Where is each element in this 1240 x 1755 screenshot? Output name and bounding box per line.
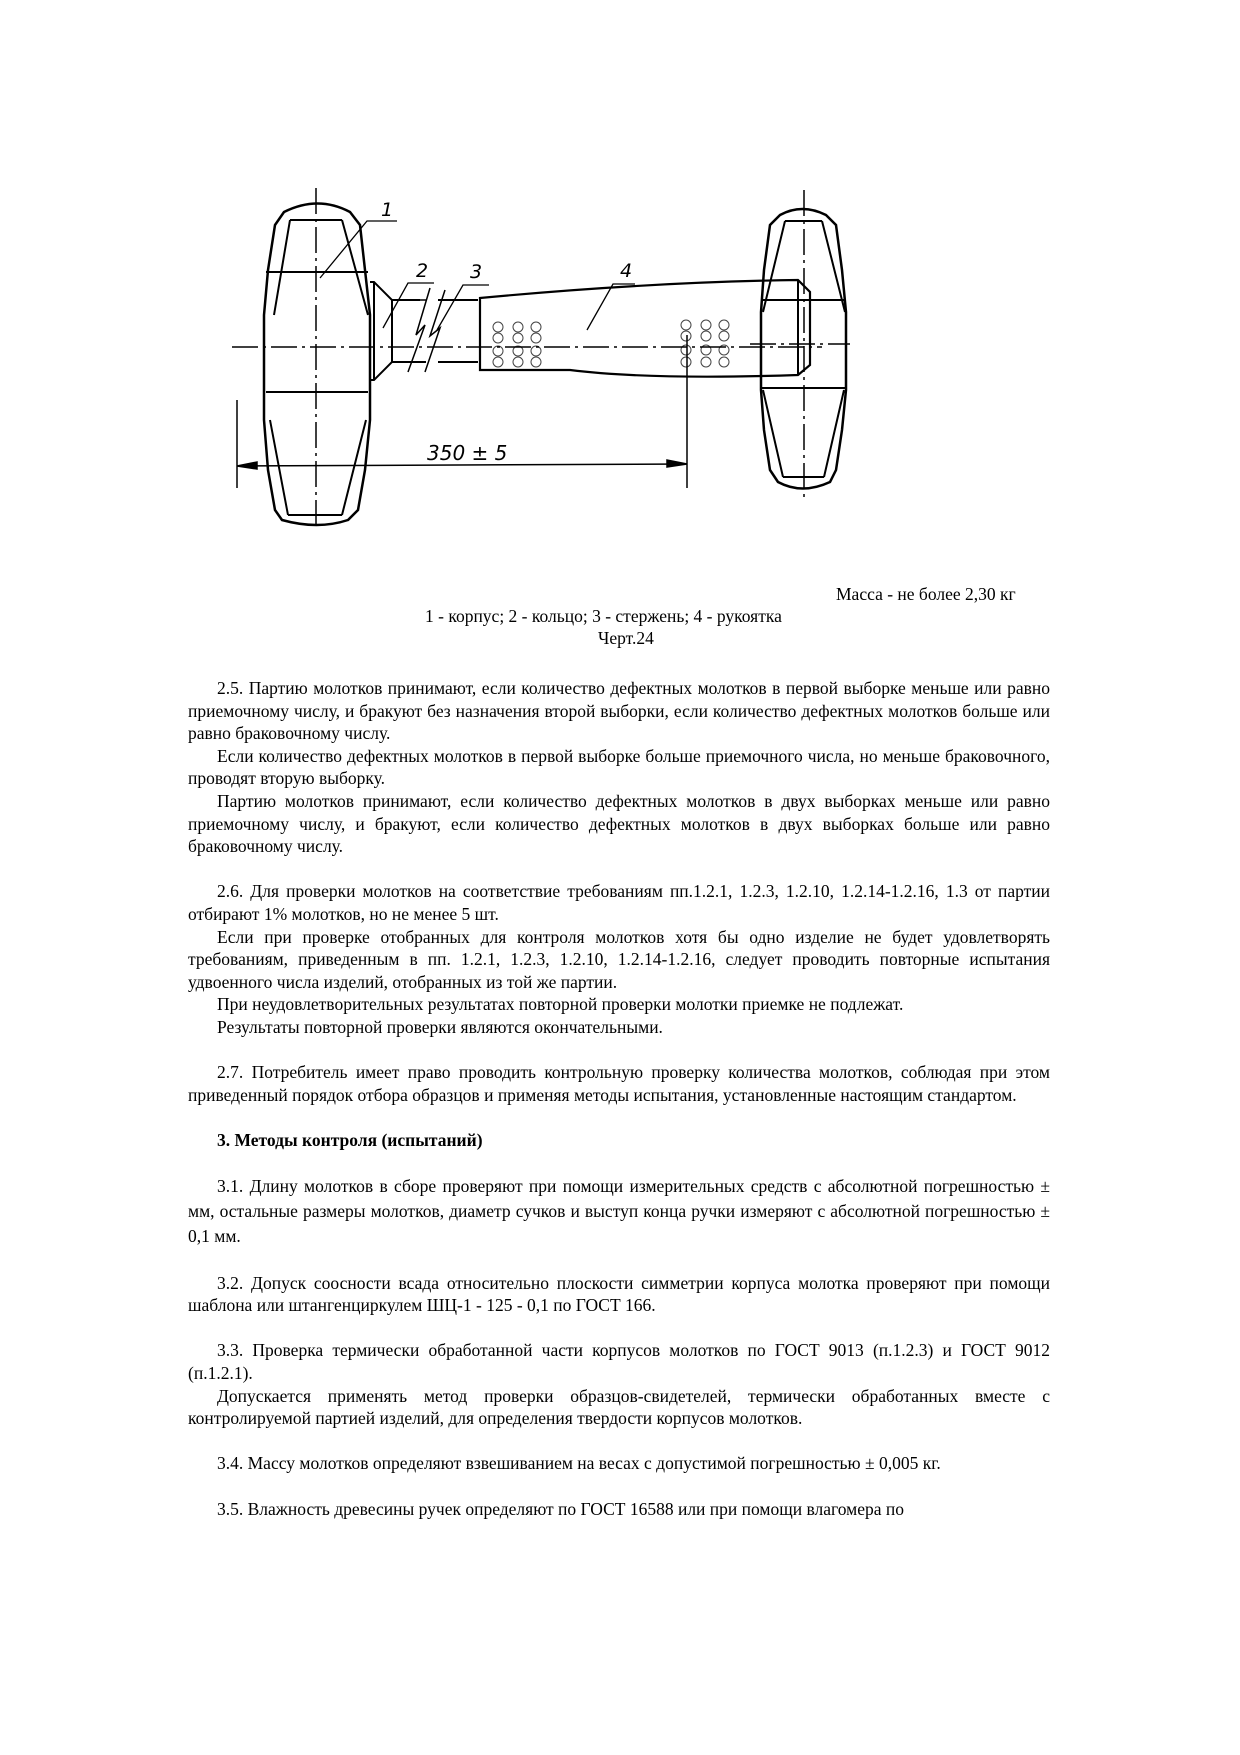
- section-3-4: [188, 1452, 1050, 1475]
- figure-legend: 1 - корпус; 2 - кольцо; 3 - стержень; 4 - рукоятка: [425, 606, 782, 626]
- callout-1: 1: [381, 199, 394, 221]
- paragraph: Партию молотков принимают, если количество дефектных молотков в двух выборках меньше или равно приемочному числу, и бракуют, если количество дефектных молотков в двух выборках больше или равно браковочному числу.: [188, 790, 1050, 857]
- figure-label: Черт.24: [598, 628, 654, 648]
- paragraph: 3.3. Проверка термически обработанной части корпусов молотков по ГОСТ 9013 (п.1.2.3) и ГОСТ 9012 (п.1.2.1).: [188, 1340, 1050, 1384]
- section-3-2: [188, 1272, 1050, 1317]
- paragraph: 2.5. Партию молотков принимают, если количество дефектных молотков в первой выборке меньше или равно приемочному числу, и бракуют без назначения второй выборки, если количество дефектных молотков больше или равно браковочному числу.: [188, 678, 1050, 744]
- section-3-5: [188, 1498, 1050, 1521]
- section-2-7: [188, 1061, 1050, 1106]
- section-heading-3: 3. Методы контроля (испытаний): [217, 1129, 483, 1150]
- paragraph: 2.6. Для проверки молотков на соответствие требованиям пп.1.2.1, 1.2.3, 1.2.10, 1.2.14-1.2.16, 1.3 от партии отбирают 1% молотков, но не менее 5 шт.: [188, 881, 1050, 924]
- hammer-drawing: [230, 170, 950, 550]
- mass-note: Масса - не более 2,30 кг: [836, 584, 1016, 604]
- dimension-line: [237, 335, 687, 488]
- paragraph: Если количество дефектных молотков в первой выборке больше приемочного числа, но меньше браковочного, проводят вторую выборку.: [188, 745, 1050, 789]
- callout-3: 3: [470, 261, 483, 283]
- section-3-1: [188, 1174, 1050, 1249]
- paragraph: Допускается применять метод проверки образцов-свидетелей, термически обработанных вместе с контролируемой партией изделий, для определения твердости корпусов молотков.: [188, 1385, 1050, 1429]
- dimension-label: 350 ± 5: [427, 441, 508, 465]
- paragraph: 3.4. Массу молотков определяют взвешиванием на весах с допустимой погрешностью ± 0,005 кг.: [217, 1453, 941, 1474]
- callout-4: 4: [620, 260, 633, 282]
- paragraph: Результаты повторной проверки являются окончательными.: [217, 1016, 663, 1037]
- ring: [370, 282, 420, 380]
- paragraph: 3.2. Допуск соосности всада относительно плоскости симметрии корпуса молотка проверяют при помощи шаблона или штангенциркулем ШЦ-1 - 125 - 0,1 по ГОСТ 166.: [188, 1272, 1050, 1316]
- section-2-5: [188, 677, 1050, 858]
- paragraph: 3.1. Длину молотков в сборе проверяют при помощи измерительных средств с абсолютной погрешностью ± мм, остальные размеры молотков, диаметр сучков и выступ конца ручки измеряют с абсолютной погрешностью ± 0,1 мм.: [188, 1176, 1050, 1247]
- section-3-3: [188, 1339, 1050, 1429]
- callout-2: 2: [416, 260, 429, 282]
- paragraph: Если при проверке отобранных для контроля молотков хотя бы одно изделие не будет удовлетворять требованиям, приведенным в пп. 1.2.1, 1.2.3, 1.2.10, 1.2.14-1.2.16, следует проводить повторные испытания удвоенного числа изделий, отобранных из той же партии.: [188, 926, 1050, 992]
- body-text: [188, 677, 1050, 1520]
- section-2-6: [188, 880, 1050, 1038]
- paragraph: 2.7. Потребитель имеет право проводить контрольную проверку количества молотков, соблюдая при этом приведенный порядок отбора образцов и применяя методы испытания, установленные настоящим стандартом.: [188, 1062, 1050, 1105]
- paragraph: При неудовлетворительных результатах повторной проверки молотки приемке не подлежат.: [217, 994, 904, 1015]
- paragraph: 3.5. Влажность древесины ручек определяют по ГОСТ 16588 или при помощи влагомера по: [217, 1498, 905, 1519]
- hammer-head-side: [264, 188, 370, 530]
- hammer-head-front: [750, 190, 850, 500]
